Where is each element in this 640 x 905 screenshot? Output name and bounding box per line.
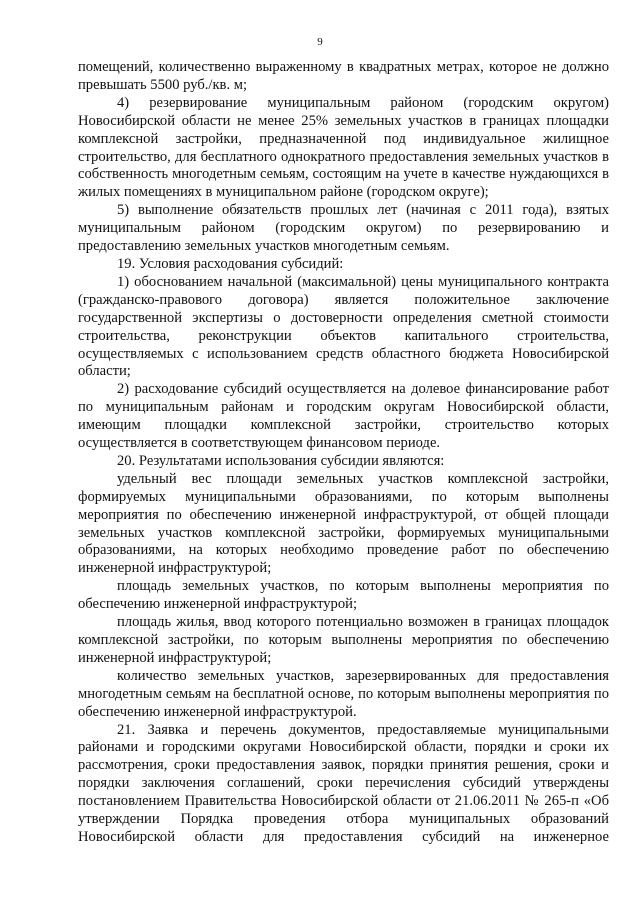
section-heading-20: 20. Результатами использования субсидии являются:: [117, 452, 445, 469]
paragraph-19-item-1: 1) обоснованием начальной (максимальной) цены муниципального контракта (гражданско-правового договора) является положительное заключение государственной экспертизы о достоверности определения сметной стоимости строительства, реконструкции объектов капитального строительства, осуществляемых с использованием средств областного бюджета Новосибирской области;: [78, 273, 609, 380]
paragraph-item-4: 4) резервирование муниципальным районом (городским округом) Новосибирской области не менее 25% земельных участков в границах площадки комплексной застройки, предназначенной под индивидуальное жилищное строительство, для бесплатного однократного предоставления земельных участков в собственность многодетным семьям, состоящим на учете в качестве нуждающихся в жилых помещениях в муниципальном районе (городском округе);: [78, 94, 609, 201]
section-heading-19: 19. Условия расходования субсидий:: [117, 255, 344, 272]
paragraph-item-5: 5) выполнение обязательств прошлых лет (начиная с 2011 года), взятых муниципальным районом (городским округом) по резервированию и предоставлению земельных участков многодетным семьям.: [78, 202, 609, 255]
section-paragraph-21: 21. Заявка и перечень документов, предоставляемые муниципальными районами и городскими округами Новосибирской области, порядки и сроки их рассмотрения, сроки предоставления заявок, порядки принятия решения, сроки и порядки заключения соглашений, сроки перечисления субсидий утверждены постановлением Правительства Новосибирской области от 21.06.2011 № 265-п «Об утверждении Порядка проведения отбора муниципальных образований Новосибирской области для предоставления субсидий на инженерное: [78, 721, 609, 845]
paragraph-result-land-area: площадь земельных участков, по которым выполнены мероприятия по обеспечению инженерной инфраструктурой;: [78, 578, 609, 613]
paragraph-19-item-2: 2) расходование субсидий осуществляется на долевое финансирование работ по муниципальным районам и городским округам Новосибирской области, имеющим площадки комплексной застройки, строительство которых осуществляется в соответствующем финансовом периоде.: [78, 381, 609, 452]
paragraph-result-land-count: количество земельных участков, зарезервированных для предоставления многодетным семьям на бесплатной основе, по которым выполнены мероприятия по обеспечению инженерной инфраструктурой.: [78, 667, 609, 720]
paragraph-result-housing-area: площадь жилья, ввод которого потенциально возможен в границах площадок комплексной застройки, по которым выполнены мероприятия по обеспечению инженерной инфраструктурой;: [78, 614, 609, 666]
document-body: [78, 59, 609, 847]
page-number: 9: [317, 36, 323, 48]
paragraph-result-share: удельный вес площади земельных участков комплексной застройки, формируемых муниципальными образованиями, по которым выполнены мероприятия по обеспечению инженерной инфраструктурой, от общей площади земельных участков комплексной застройки, формируемых муниципальными образованиями, на которых необходимо проведение работ по обеспечению инженерной инфраструктурой;: [78, 470, 609, 577]
paragraph-continuation: помещений, количественно выраженному в квадратных метрах, которое не должно превышать 5500 руб./кв. м;: [78, 59, 609, 93]
